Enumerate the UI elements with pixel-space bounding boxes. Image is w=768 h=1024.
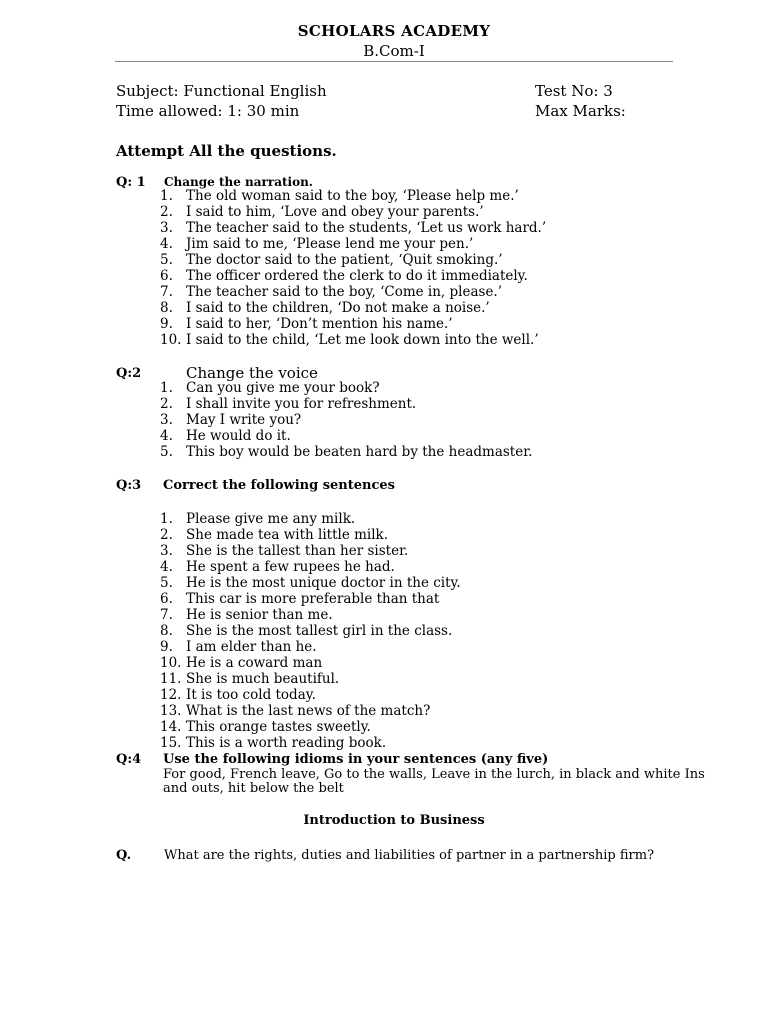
- item-number: 4.: [160, 236, 173, 252]
- q2-label: Q:2: [116, 366, 142, 381]
- item-number: 5.: [160, 252, 173, 268]
- item-text: The doctor said to the patient, ‘Quit smoking.’: [186, 252, 503, 268]
- item-number: 10.: [160, 332, 182, 348]
- item-text: The teacher said to the students, ‘Let us work hard.’: [186, 220, 547, 236]
- item-number: 9.: [160, 639, 173, 655]
- item-number: 6.: [160, 591, 173, 607]
- item-text: I said to him, ‘Love and obey your parents.’: [186, 204, 484, 220]
- item-number: 14.: [160, 719, 182, 735]
- item-text: Can you give me your book?: [186, 380, 380, 396]
- item-number: 8.: [160, 623, 173, 639]
- item-text: He is the most unique doctor in the city.: [186, 575, 461, 591]
- class-subtitle: B.Com-I: [363, 42, 425, 60]
- item-number: 7.: [160, 607, 173, 623]
- institution-title: SCHOLARS ACADEMY: [297, 22, 491, 40]
- item-number: 4.: [160, 428, 173, 444]
- item-text: I said to the child, ‘Let me look down into the well.’: [186, 332, 539, 348]
- item-number: 13.: [160, 703, 182, 719]
- item-number: 9.: [160, 316, 173, 332]
- item-text: This boy would be beaten hard by the headmaster.: [186, 444, 533, 460]
- item-text: Please give me any milk.: [186, 511, 356, 527]
- item-text: I shall invite you for refreshment.: [186, 396, 417, 412]
- q4-title: Use the following idioms in your sentences (any five): [163, 752, 549, 767]
- item-text: What is the last news of the match?: [186, 703, 431, 719]
- item-text: I said to the children, ‘Do not make a noise.’: [186, 300, 490, 316]
- idioms-line-1: For good, French leave, Go to the walls, Leave in the lurch, in black and white Ins: [163, 767, 705, 782]
- business-question-text: What are the rights, duties and liabilities of partner in a partnership firm?: [164, 848, 655, 863]
- item-text: She made tea with little milk.: [186, 527, 389, 543]
- item-number: 1.: [160, 380, 173, 396]
- q4-label: Q:4: [116, 752, 142, 767]
- item-text: The old woman said to the boy, ‘Please help me.’: [186, 188, 519, 204]
- item-number: 10.: [160, 655, 182, 671]
- max-marks: Max Marks:: [535, 102, 626, 120]
- item-text: The officer ordered the clerk to do it immediately.: [186, 268, 528, 284]
- item-number: 12.: [160, 687, 182, 703]
- q1-title: Change the narration.: [164, 175, 313, 189]
- item-number: 5.: [160, 444, 173, 460]
- item-text: May I write you?: [186, 412, 302, 428]
- test-number: Test No: 3: [535, 82, 613, 100]
- item-number: 1.: [160, 188, 173, 204]
- business-question-label: Q.: [116, 848, 132, 863]
- item-number: 3.: [160, 543, 173, 559]
- item-text: She is the tallest than her sister.: [186, 543, 409, 559]
- item-number: 3.: [160, 220, 173, 236]
- q2-title: Change the voice: [186, 364, 318, 382]
- item-text: I said to her, ‘Don’t mention his name.’: [186, 316, 453, 332]
- item-text: This is a worth reading book.: [186, 735, 387, 751]
- subject-label: Subject: Functional English: [116, 82, 327, 100]
- item-text: I am elder than he.: [186, 639, 317, 655]
- q1-label: Q: 1: [116, 175, 146, 190]
- item-number: 11.: [160, 671, 182, 687]
- idioms-line-2: and outs, hit below the belt: [163, 781, 344, 796]
- q3-title: Correct the following sentences: [163, 478, 395, 493]
- item-text: It is too cold today.: [186, 687, 316, 703]
- q3-label: Q:3: [116, 478, 142, 493]
- item-text: He is a coward man: [186, 655, 323, 671]
- item-number: 3.: [160, 412, 173, 428]
- item-number: 2.: [160, 527, 173, 543]
- item-number: 15.: [160, 735, 182, 751]
- item-number: 2.: [160, 396, 173, 412]
- item-text: This car is more preferable than that: [186, 591, 440, 607]
- item-text: He would do it.: [186, 428, 291, 444]
- header-divider: [115, 61, 673, 62]
- item-number: 1.: [160, 511, 173, 527]
- item-number: 6.: [160, 268, 173, 284]
- item-text: She is the most tallest girl in the class.: [186, 623, 453, 639]
- item-number: 5.: [160, 575, 173, 591]
- item-text: He is senior than me.: [186, 607, 333, 623]
- section-heading: Introduction to Business: [303, 813, 485, 828]
- time-allowed: Time allowed: 1: 30 min: [116, 102, 300, 120]
- instruction-heading: Attempt All the questions.: [116, 142, 337, 160]
- item-number: 8.: [160, 300, 173, 316]
- item-text: This orange tastes sweetly.: [186, 719, 371, 735]
- item-text: She is much beautiful.: [186, 671, 340, 687]
- item-text: He spent a few rupees he had.: [186, 559, 395, 575]
- item-number: 4.: [160, 559, 173, 575]
- item-number: 7.: [160, 284, 173, 300]
- item-text: The teacher said to the boy, ‘Come in, please.’: [186, 284, 503, 300]
- item-text: Jim said to me, ‘Please lend me your pen.’: [186, 236, 474, 252]
- item-number: 2.: [160, 204, 173, 220]
